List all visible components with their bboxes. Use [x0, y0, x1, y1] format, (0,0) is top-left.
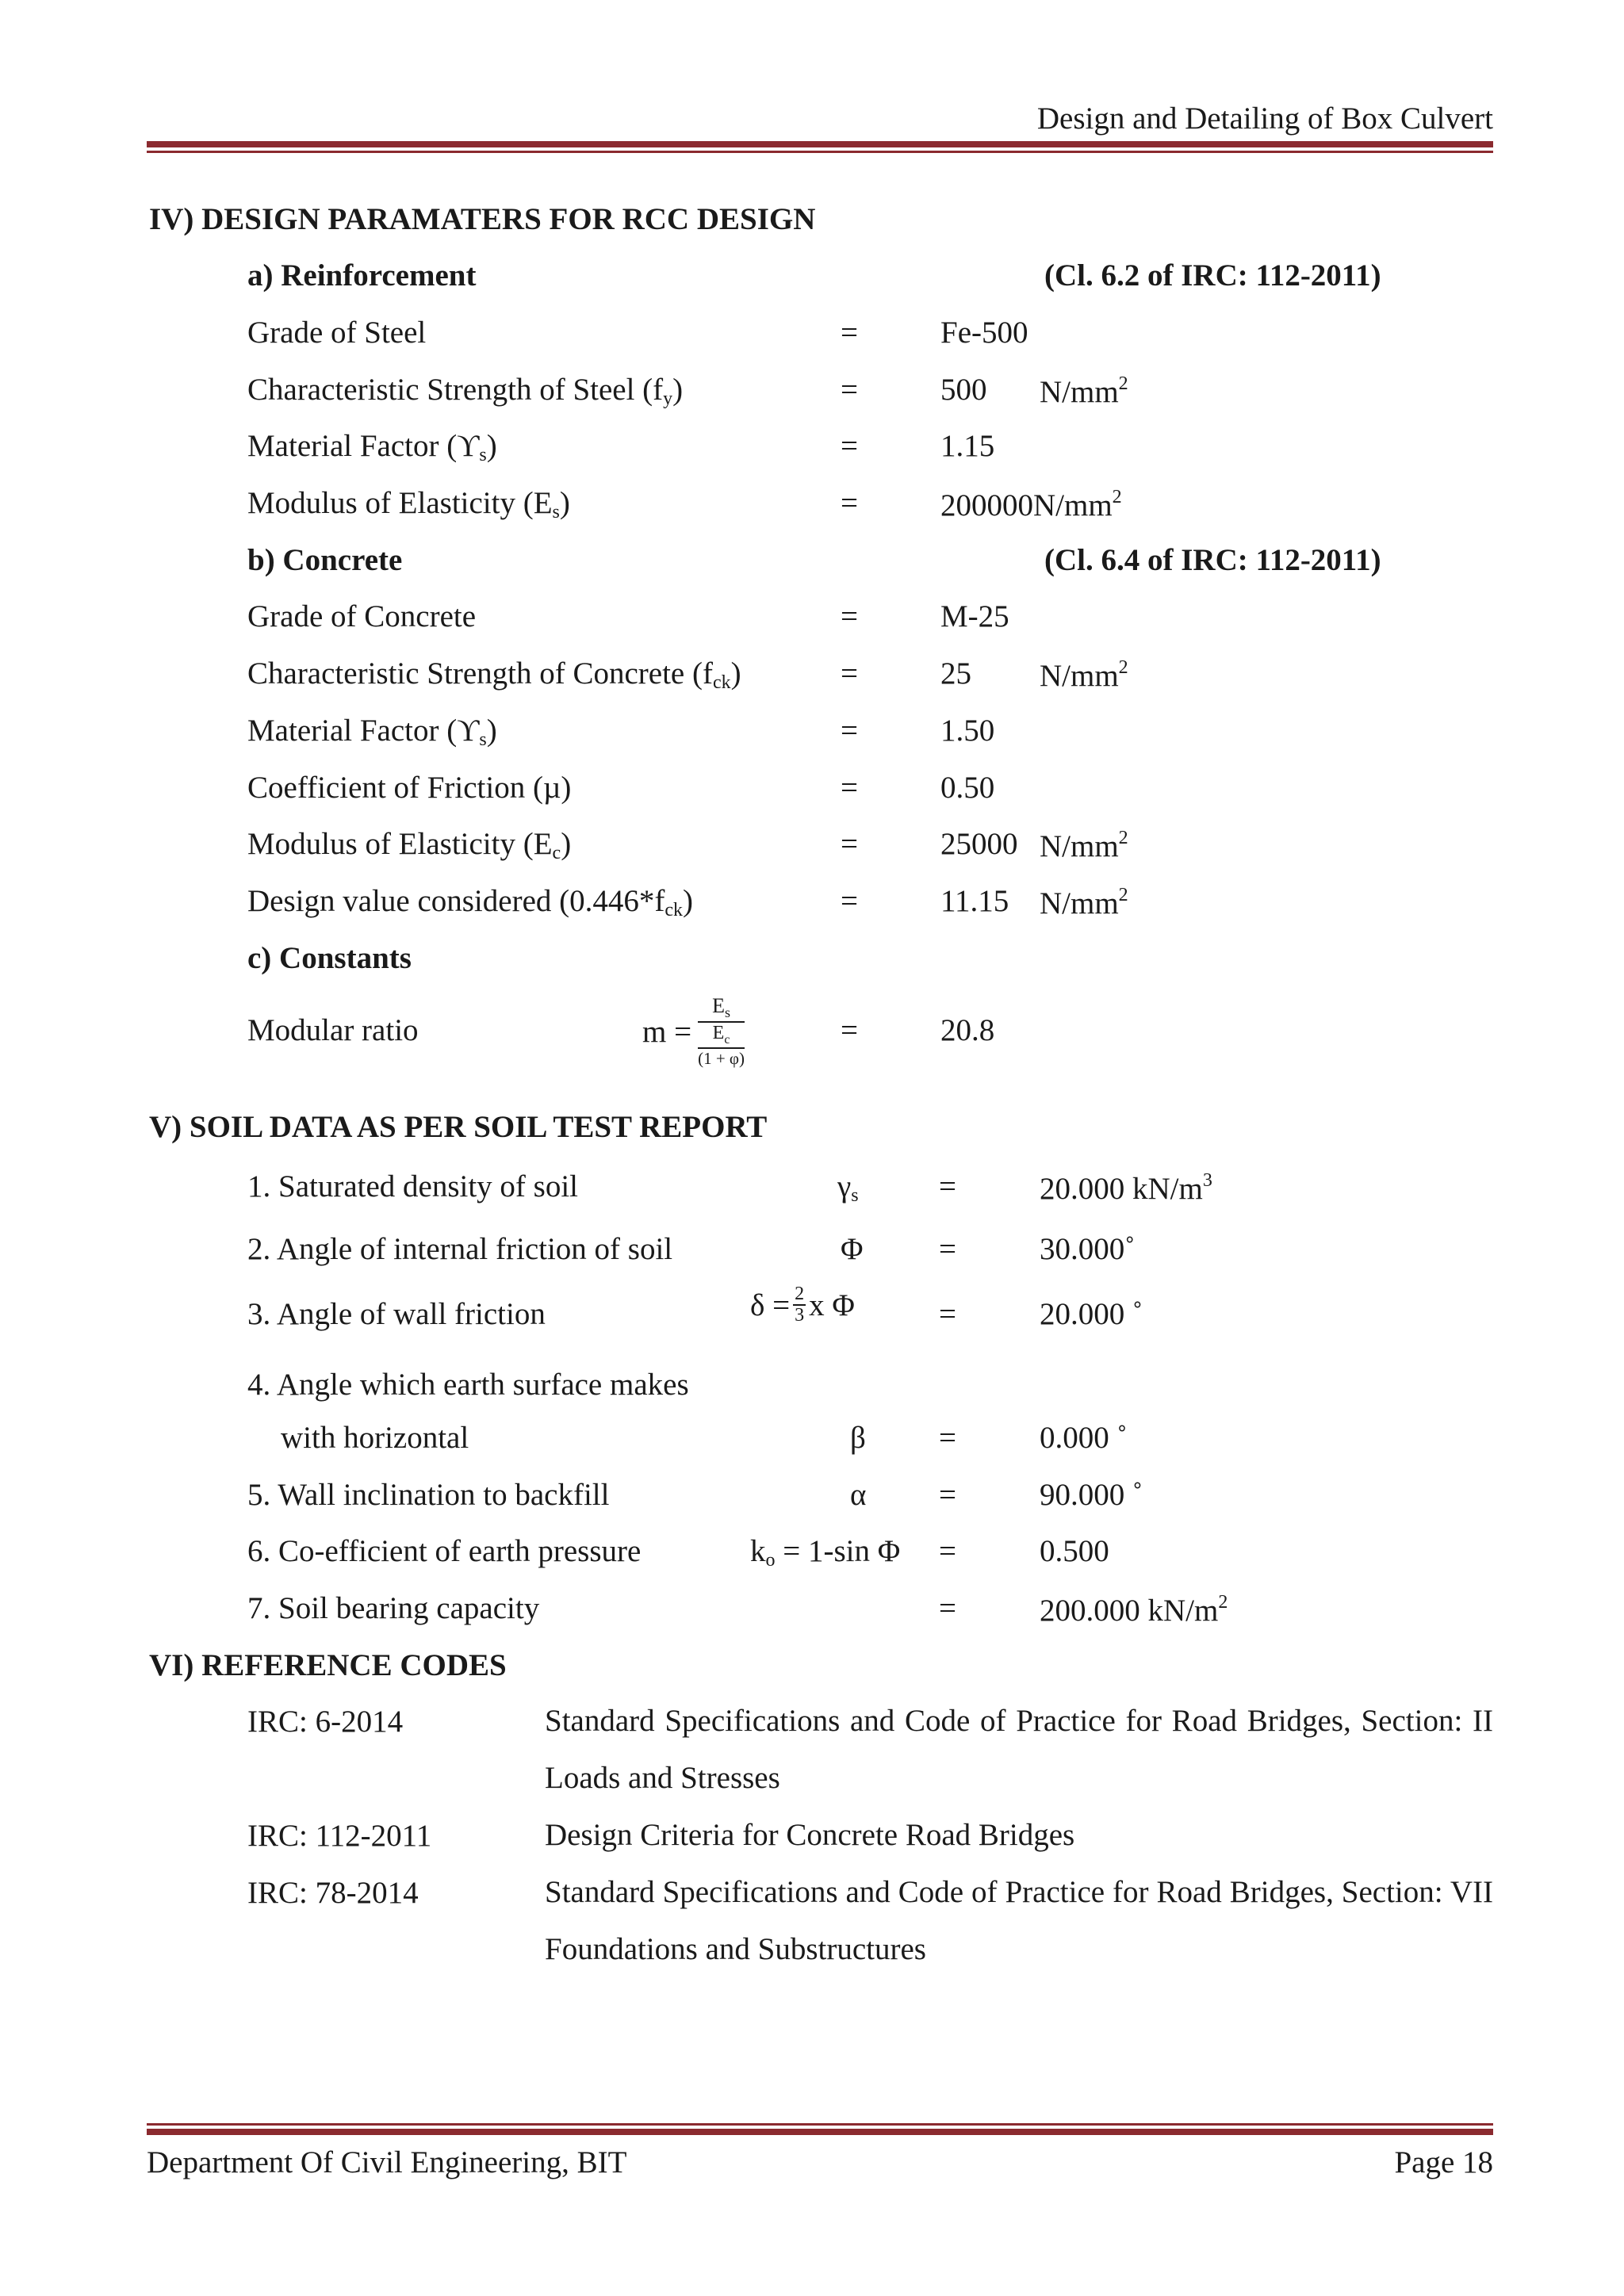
- soil-label: 6. Co-efficient of earth pressure: [247, 1534, 642, 1568]
- clause-concrete: (Cl. 6.4 of IRC: 112-2011): [1044, 543, 1381, 577]
- equals-sign: =: [939, 1591, 956, 1625]
- modular-ratio-formula: [642, 995, 745, 1068]
- soil-value: 20.000 $kN/m^3$: [1040, 1170, 1212, 1206]
- param-unit: $N/mm^2$: [1040, 828, 1128, 863]
- param-unit: $N/mm^2$: [1040, 657, 1128, 693]
- param-value: 25: [940, 656, 971, 691]
- param-label: Characteristic Strength of Steel $(f_y)$: [247, 373, 684, 409]
- soil-label: 4. Angle which earth surface makes: [247, 1368, 689, 1402]
- soil-value: 0.500: [1040, 1534, 1109, 1568]
- soil-value: 0.000 ˚: [1040, 1421, 1128, 1455]
- soil-value: 90.000 ˚: [1040, 1478, 1143, 1512]
- param-value: 500: [940, 373, 987, 407]
- soil-symbol: δ = 2 3 x Φ: [750, 1284, 855, 1326]
- subheading-constants: c) Constants: [247, 941, 412, 975]
- param-label: Design value considered $(0.446*f_{ck})$: [247, 884, 694, 920]
- param-label: Material Factor $(ϒ_s)$: [247, 714, 497, 750]
- soil-symbol: α: [850, 1478, 867, 1512]
- param-label: Grade of Steel: [247, 316, 427, 350]
- equals-sign: =: [939, 1478, 956, 1512]
- reference-code: IRC: 6-2014: [247, 1705, 404, 1739]
- param-value: 1.50: [940, 714, 995, 748]
- soil-symbol: $k_o = 1-\sin$ Φ: [750, 1534, 901, 1571]
- param-value: Fe-500: [940, 316, 1028, 350]
- param-value: 25000: [940, 827, 1018, 861]
- clause-reinforcement: (Cl. 6.2 of IRC: 112-2011): [1044, 258, 1381, 293]
- param-label: Coefficient of Friction (µ): [247, 771, 572, 805]
- equals-sign: =: [841, 827, 858, 861]
- equals-sign: =: [939, 1534, 956, 1568]
- soil-label: 7. Soil bearing capacity: [247, 1591, 540, 1625]
- equals-sign: =: [939, 1169, 956, 1203]
- reference-description: Standard Specifications and Code of Practice for Road Bridges, Section: VII Foundations and Substructures: [545, 1875, 1493, 1966]
- equals-sign: =: [841, 486, 858, 520]
- param-unit: $N/mm^2$: [1040, 373, 1128, 409]
- soil-value: 20.000 ˚: [1040, 1297, 1143, 1331]
- equals-sign: =: [939, 1232, 956, 1266]
- soil-symbol: β: [850, 1421, 866, 1455]
- reference-description: Standard Specifications and Code of Practice for Road Bridges, Section: II Loads and Stresses: [545, 1704, 1493, 1795]
- header-rule-thick: [147, 141, 1493, 147]
- param-value: 11.15: [940, 884, 1009, 918]
- formula-lhs: m =: [642, 1014, 692, 1049]
- soil-label: 1. Saturated density of soil: [247, 1169, 579, 1203]
- param-value: 0.50: [940, 771, 995, 805]
- fraction-denominator: $E_c$ (1 + φ): [698, 1022, 745, 1069]
- equals-sign: =: [841, 714, 858, 748]
- section-heading-soil: V) SOIL DATA AS PER SOIL TEST REPORT: [149, 1110, 768, 1144]
- equals-sign: =: [841, 599, 858, 633]
- reference-code: IRC: 112-2011: [247, 1819, 432, 1853]
- equals-sign: =: [841, 1013, 858, 1047]
- soil-label: 2. Angle of internal friction of soil: [247, 1232, 673, 1266]
- header-title: Design and Detailing of Box Culvert: [1036, 101, 1493, 136]
- soil-label: with horizontal: [281, 1421, 469, 1455]
- two-thirds-fraction: 2 3: [795, 1284, 805, 1326]
- param-value: M-25: [940, 599, 1009, 633]
- param-label: Grade of Concrete: [247, 599, 477, 633]
- equals-sign: =: [841, 316, 858, 350]
- param-value: 20.8: [940, 1013, 995, 1047]
- param-label: Modulus of Elasticity $(E_s)$: [247, 486, 570, 522]
- param-label: Modulus of Elasticity $(E_c)$: [247, 827, 572, 863]
- equals-sign: =: [841, 884, 858, 918]
- equals-sign: =: [939, 1421, 956, 1455]
- param-unit: $N/mm^2$: [1040, 885, 1128, 920]
- equals-sign: =: [841, 656, 858, 691]
- section-heading-references: VI) REFERENCE CODES: [149, 1648, 507, 1682]
- param-label: Material Factor $(ϒ_s)$: [247, 429, 497, 465]
- equals-sign: =: [841, 771, 858, 805]
- param-value: 1.15: [940, 429, 995, 463]
- modular-fraction: [698, 995, 745, 1068]
- equals-sign: =: [939, 1297, 956, 1331]
- reference-description: Design Criteria for Concrete Road Bridges: [545, 1818, 1075, 1852]
- equals-sign: =: [841, 373, 858, 407]
- soil-label: 3. Angle of wall friction: [247, 1297, 546, 1331]
- param-label: Characteristic Strength of Concrete $(f_{ck})$: [247, 656, 741, 693]
- reference-code: IRC: 78-2014: [247, 1876, 419, 1910]
- subheading-reinforcement: a) Reinforcement: [247, 258, 477, 293]
- soil-symbol: $\gamma_s$: [837, 1169, 859, 1206]
- modular-ratio-label: Modular ratio: [247, 1013, 419, 1047]
- soil-value: 30.000˚: [1040, 1232, 1136, 1266]
- footer-page-number: Page 18: [1394, 2145, 1493, 2179]
- param-value: $200000N/mm^2$: [940, 487, 1122, 522]
- subheading-concrete: b) Concrete: [247, 543, 403, 577]
- soil-symbol: Φ: [841, 1232, 864, 1266]
- soil-label: 5. Wall inclination to backfill: [247, 1478, 610, 1512]
- soil-value: 200.000 $kN/m^2$: [1040, 1592, 1228, 1628]
- header-rule-thin: [147, 151, 1493, 153]
- fraction-numerator: $E_s$: [712, 994, 731, 1020]
- footer-rule-thick: [147, 2129, 1493, 2135]
- footer-rule-thin: [147, 2123, 1493, 2126]
- equals-sign: =: [841, 429, 858, 463]
- section-heading-design: IV) DESIGN PARAMATERS FOR RCC DESIGN: [149, 202, 816, 236]
- footer-department: Department Of Civil Engineering, BIT: [147, 2145, 627, 2179]
